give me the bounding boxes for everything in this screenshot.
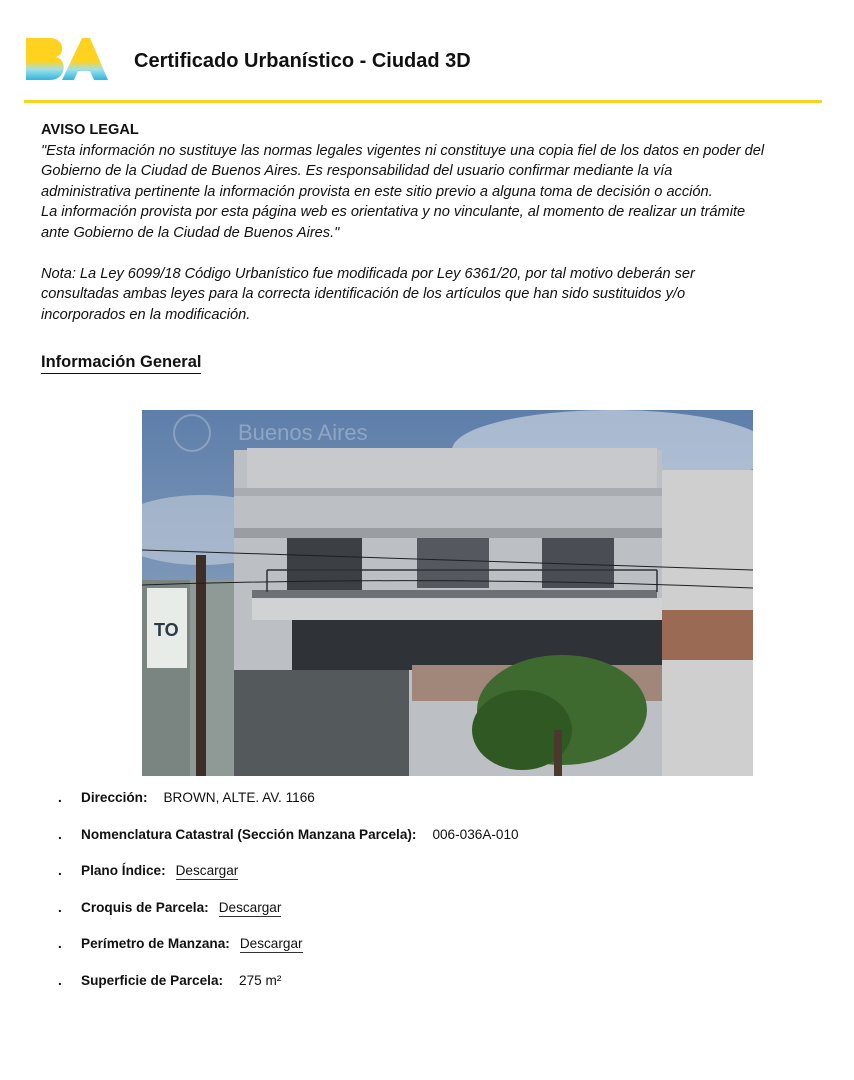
bullet: .	[58, 863, 62, 879]
note-line: incorporados en la modificación.	[41, 306, 251, 323]
legal-heading: AVISO LEGAL	[41, 122, 139, 138]
info-label: Perímetro de Manzana:	[81, 936, 230, 952]
page-title: Certificado Urbanístico - Ciudad 3D	[134, 50, 471, 72]
legal-line: administrativa pertinente la información provista en este sitio previo a alguna toma de decisión o acción.	[41, 183, 713, 200]
info-item-plano-indice	[58, 863, 519, 900]
note-line: Nota: La Ley 6099/18 Código Urbanístico fue modificada por Ley 6361/20, por tal motivo deberán ser	[41, 265, 695, 282]
info-label: Plano Índice:	[81, 863, 166, 879]
croquis-download-link[interactable]: Descargar	[218, 899, 282, 915]
facade-image	[142, 410, 753, 776]
info-item-nomenclatura	[58, 827, 519, 864]
info-label: Croquis de Parcela:	[81, 899, 209, 915]
header-divider	[24, 100, 822, 103]
spacer	[41, 243, 831, 264]
section-title: Información General	[41, 353, 201, 374]
note-line: consultadas ambas leyes para la correcta identificación de los artículos que han sido sustituidos y/o	[41, 286, 686, 302]
info-label: Nomenclatura Catastral (Sección Manzana Parcela):	[81, 826, 417, 842]
info-item-direccion	[58, 790, 519, 827]
info-label: Dirección:	[81, 790, 148, 805]
info-value: BROWN, ALTE. AV. 1166	[163, 790, 315, 805]
photo-watermark: Buenos Aires	[238, 420, 368, 445]
info-item-croquis	[58, 900, 519, 937]
ba-logo	[24, 36, 108, 82]
bullet: .	[58, 790, 62, 805]
legal-line: La información provista por esta página web es orientativa y no vinculante, al momento de realizar un trámite	[41, 204, 746, 220]
bullet: .	[58, 899, 62, 915]
perimetro-download-link[interactable]: Descargar	[239, 936, 303, 952]
ba-logo-icon	[24, 36, 108, 82]
building-photo	[142, 410, 753, 776]
info-item-superficie	[58, 973, 519, 1010]
info-value: 006-036A-010	[432, 826, 519, 842]
legal-line: "Esta información no sustituye las normas legales vigentes ni constituye una copia fiel de los datos en poder del	[41, 142, 765, 159]
info-list	[58, 790, 519, 1010]
legal-line: ante Gobierno de la Ciudad de Buenos Aires."	[41, 224, 340, 241]
plano-indice-download-link[interactable]: Descargar	[175, 863, 239, 879]
info-label: Superficie de Parcela:	[81, 972, 224, 988]
legal-notice	[41, 120, 831, 325]
sign-text: TO	[154, 620, 179, 640]
bullet: .	[58, 936, 62, 952]
bullet: .	[58, 972, 62, 988]
info-item-perimetro	[58, 936, 519, 973]
legal-line: Gobierno de la Ciudad de Buenos Aires. Es responsabilidad del usuario confirmar mediante la vía	[41, 163, 673, 179]
info-value: 275 m²	[239, 972, 282, 988]
bullet: .	[58, 826, 62, 842]
